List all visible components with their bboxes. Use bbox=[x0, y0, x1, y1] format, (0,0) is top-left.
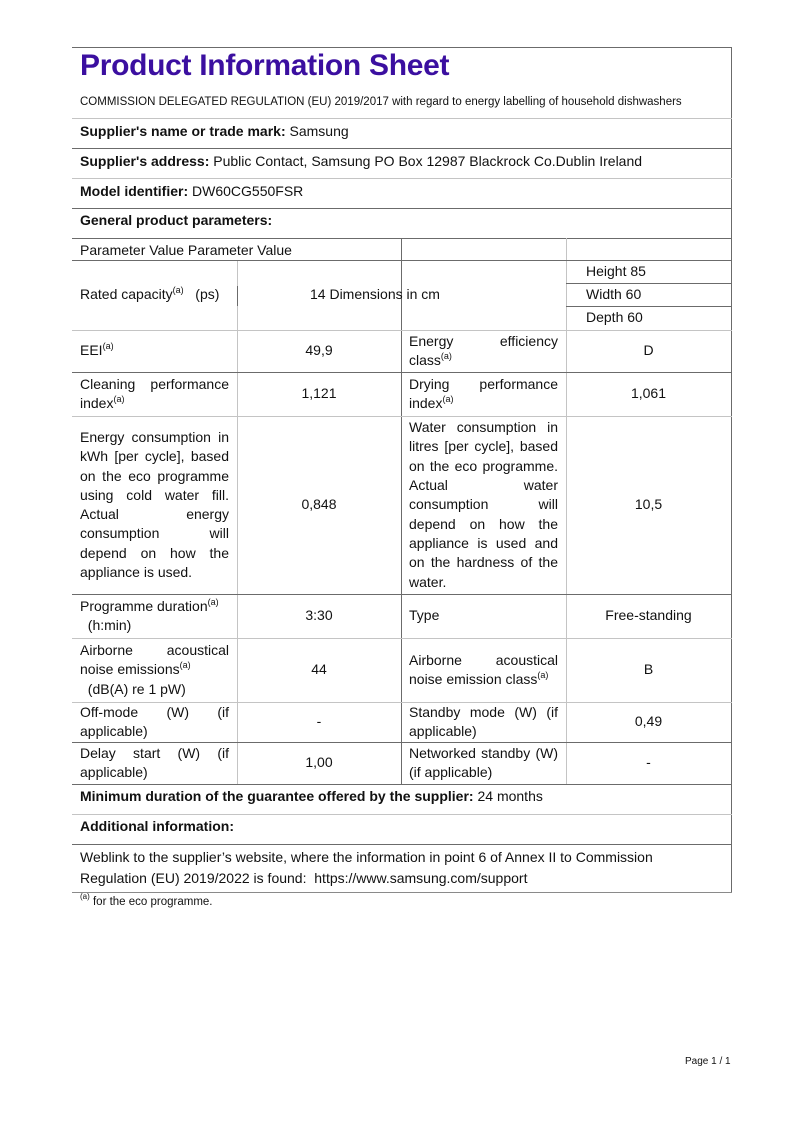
type-value bbox=[566, 594, 731, 638]
divider bbox=[72, 844, 732, 845]
cell-text: Drying performance index bbox=[409, 375, 558, 411]
table-row-eei-label bbox=[72, 330, 237, 372]
cell-text: Cleaning performance index bbox=[80, 375, 229, 411]
cell-text: 0,49 bbox=[634, 713, 663, 730]
footnote-marker: (a) bbox=[442, 394, 454, 404]
supplier-name-label: Supplier's name or trade mark: bbox=[80, 123, 286, 139]
right-border bbox=[731, 47, 732, 893]
standby-mode-label bbox=[401, 702, 566, 742]
model-identifier-value: DW60CG550FSR bbox=[188, 183, 304, 199]
energy-class-value bbox=[566, 330, 731, 372]
cell-text: B bbox=[643, 661, 654, 678]
dimension-depth bbox=[576, 306, 731, 330]
table-header: Parameter Value Parameter Value bbox=[80, 242, 292, 258]
cell-text: EEI bbox=[80, 342, 103, 359]
cell-text: - bbox=[646, 754, 651, 771]
footnote-marker: (a) bbox=[440, 351, 452, 361]
supplier-address-row bbox=[80, 153, 642, 169]
drying-performance-value bbox=[566, 372, 731, 416]
support-link[interactable]: https://www.samsung.com/support bbox=[314, 870, 528, 886]
divider bbox=[72, 118, 732, 119]
programme-duration-label bbox=[72, 594, 237, 638]
noise-emissions-label bbox=[72, 638, 237, 702]
footnote-marker: (a) bbox=[207, 596, 219, 607]
drying-performance-label bbox=[401, 372, 566, 416]
supplier-name-row bbox=[80, 123, 349, 139]
weblink-text: Regulation (EU) 2019/2022 is found: bbox=[80, 870, 315, 886]
cell-text: Delay start (W) (if applicable) bbox=[80, 744, 229, 780]
cell-text: D bbox=[643, 342, 654, 359]
cell-text: Airborne acoustical noise emission class bbox=[409, 651, 558, 687]
standby-mode-value bbox=[566, 702, 731, 742]
cell-text: Energy efficiency class bbox=[409, 332, 558, 368]
cell-text: Rated capacity bbox=[80, 286, 173, 303]
regulation-subtitle: COMMISSION DELEGATED REGULATION (EU) 2019/2017 with regard to energy labelling of household dishwashers bbox=[80, 96, 682, 108]
cell-text: Type bbox=[409, 607, 440, 624]
page-number: Page 1 / 1 bbox=[685, 1056, 731, 1067]
cell-unit: (h:min) bbox=[87, 617, 132, 633]
bottom-border bbox=[72, 892, 732, 893]
eei-value bbox=[237, 330, 401, 372]
dimension-height bbox=[576, 260, 731, 283]
energy-class-label bbox=[401, 330, 566, 372]
off-mode-label bbox=[72, 702, 237, 742]
cell-text: Networked standby (W) (if applicable) bbox=[409, 744, 558, 780]
cell-text: Programme duration bbox=[80, 597, 208, 614]
model-identifier-label: Model identifier: bbox=[80, 183, 189, 199]
dimension-width bbox=[576, 283, 731, 306]
cleaning-performance-label bbox=[72, 372, 237, 416]
networked-standby-value bbox=[566, 742, 731, 784]
model-identifier-row bbox=[80, 183, 303, 199]
additional-info-heading bbox=[80, 818, 234, 834]
divider bbox=[72, 238, 732, 239]
noise-class-label bbox=[401, 638, 566, 702]
guarantee-value: 24 months bbox=[473, 788, 543, 804]
cell-text: 1,121 bbox=[301, 385, 337, 402]
cell-text: 1,061 bbox=[630, 385, 667, 402]
networked-standby-label bbox=[401, 742, 566, 784]
footnote-marker: (a) bbox=[172, 285, 184, 296]
table-row-rated-capacity-label bbox=[72, 260, 237, 330]
column-divider bbox=[237, 286, 238, 306]
footnote-marker: (a) bbox=[537, 670, 549, 680]
cell-text: 49,9 bbox=[305, 342, 333, 359]
general-params-heading bbox=[80, 212, 272, 228]
footnote-marker: (a) bbox=[179, 660, 191, 671]
weblink-block bbox=[80, 847, 653, 889]
cell-unit: (dB(A) re 1 pW) bbox=[87, 680, 186, 697]
cell-text: Airborne acoustical noise emissions bbox=[80, 642, 229, 678]
cell-text: 3:30 bbox=[305, 607, 333, 624]
off-mode-value bbox=[237, 702, 401, 742]
guarantee-row bbox=[80, 788, 543, 804]
footnote-marker: (a) bbox=[102, 341, 114, 352]
footnote-text: for the eco programme. bbox=[89, 896, 213, 908]
cell-text: Water consumption in litres [per cycle], based on the eco programme. Actual water consumption will depend on how the appliance is used and on the hardness of the water. bbox=[409, 419, 558, 590]
supplier-address-label: Supplier's address: bbox=[80, 153, 210, 169]
divider bbox=[72, 814, 732, 815]
water-consumption-label bbox=[401, 416, 566, 594]
page-title: Product Information Sheet bbox=[80, 49, 450, 82]
divider bbox=[72, 178, 732, 179]
cell-unit: (ps) bbox=[195, 286, 220, 303]
general-params-heading-text: General product parameters: bbox=[80, 212, 273, 228]
delay-start-label bbox=[72, 742, 237, 784]
footnote-marker: (a) bbox=[80, 892, 90, 901]
programme-duration-value bbox=[237, 594, 401, 638]
rated-capacity-value bbox=[310, 260, 510, 330]
cell-text: Energy consumption in kWh [per cycle], based on the eco programme using cold water fill. Actual energy consumption will depend on how the appliance is used. bbox=[80, 429, 229, 581]
cleaning-performance-value bbox=[237, 372, 401, 416]
row-divider bbox=[72, 784, 732, 785]
footnote bbox=[80, 892, 213, 908]
noise-emissions-value bbox=[237, 638, 401, 702]
divider bbox=[72, 208, 732, 209]
cell-text: Depth 60 bbox=[586, 309, 643, 326]
supplier-name-value: Samsung bbox=[285, 123, 349, 139]
top-border bbox=[72, 47, 732, 48]
energy-consumption-label bbox=[72, 416, 237, 594]
delay-start-value bbox=[237, 742, 401, 784]
cell-text: 0,848 bbox=[301, 496, 337, 513]
footnote-marker: (a) bbox=[113, 394, 125, 404]
cell-text: Width 60 bbox=[586, 285, 642, 302]
cell-text: 10,5 bbox=[634, 496, 663, 513]
noise-class-value bbox=[566, 638, 731, 702]
weblink-text: Weblink to the supplier’s website, where the information in point 6 of Annex II to Commission bbox=[80, 849, 653, 865]
cell-text: Standby mode (W) (if applicable) bbox=[409, 703, 558, 739]
cell-text: 1,00 bbox=[305, 754, 333, 771]
cell-text: Off-mode (W) (if applicable) bbox=[80, 703, 229, 739]
guarantee-label: Minimum duration of the guarantee offered by the supplier: bbox=[80, 788, 474, 804]
cell-text: Height 85 bbox=[586, 262, 646, 279]
type-label bbox=[401, 594, 566, 638]
cell-text: Free-standing bbox=[605, 607, 692, 624]
divider bbox=[72, 148, 732, 149]
water-consumption-value bbox=[566, 416, 731, 594]
additional-info-heading-text: Additional information: bbox=[80, 818, 234, 834]
supplier-address-value: Public Contact, Samsung PO Box 12987 Blackrock Co.Dublin Ireland bbox=[209, 153, 643, 169]
cell-text: - bbox=[316, 713, 322, 730]
cell-text: 14 Dimensions in cm bbox=[310, 286, 440, 303]
cell-text: 44 bbox=[311, 661, 327, 678]
energy-consumption-value bbox=[237, 416, 401, 594]
